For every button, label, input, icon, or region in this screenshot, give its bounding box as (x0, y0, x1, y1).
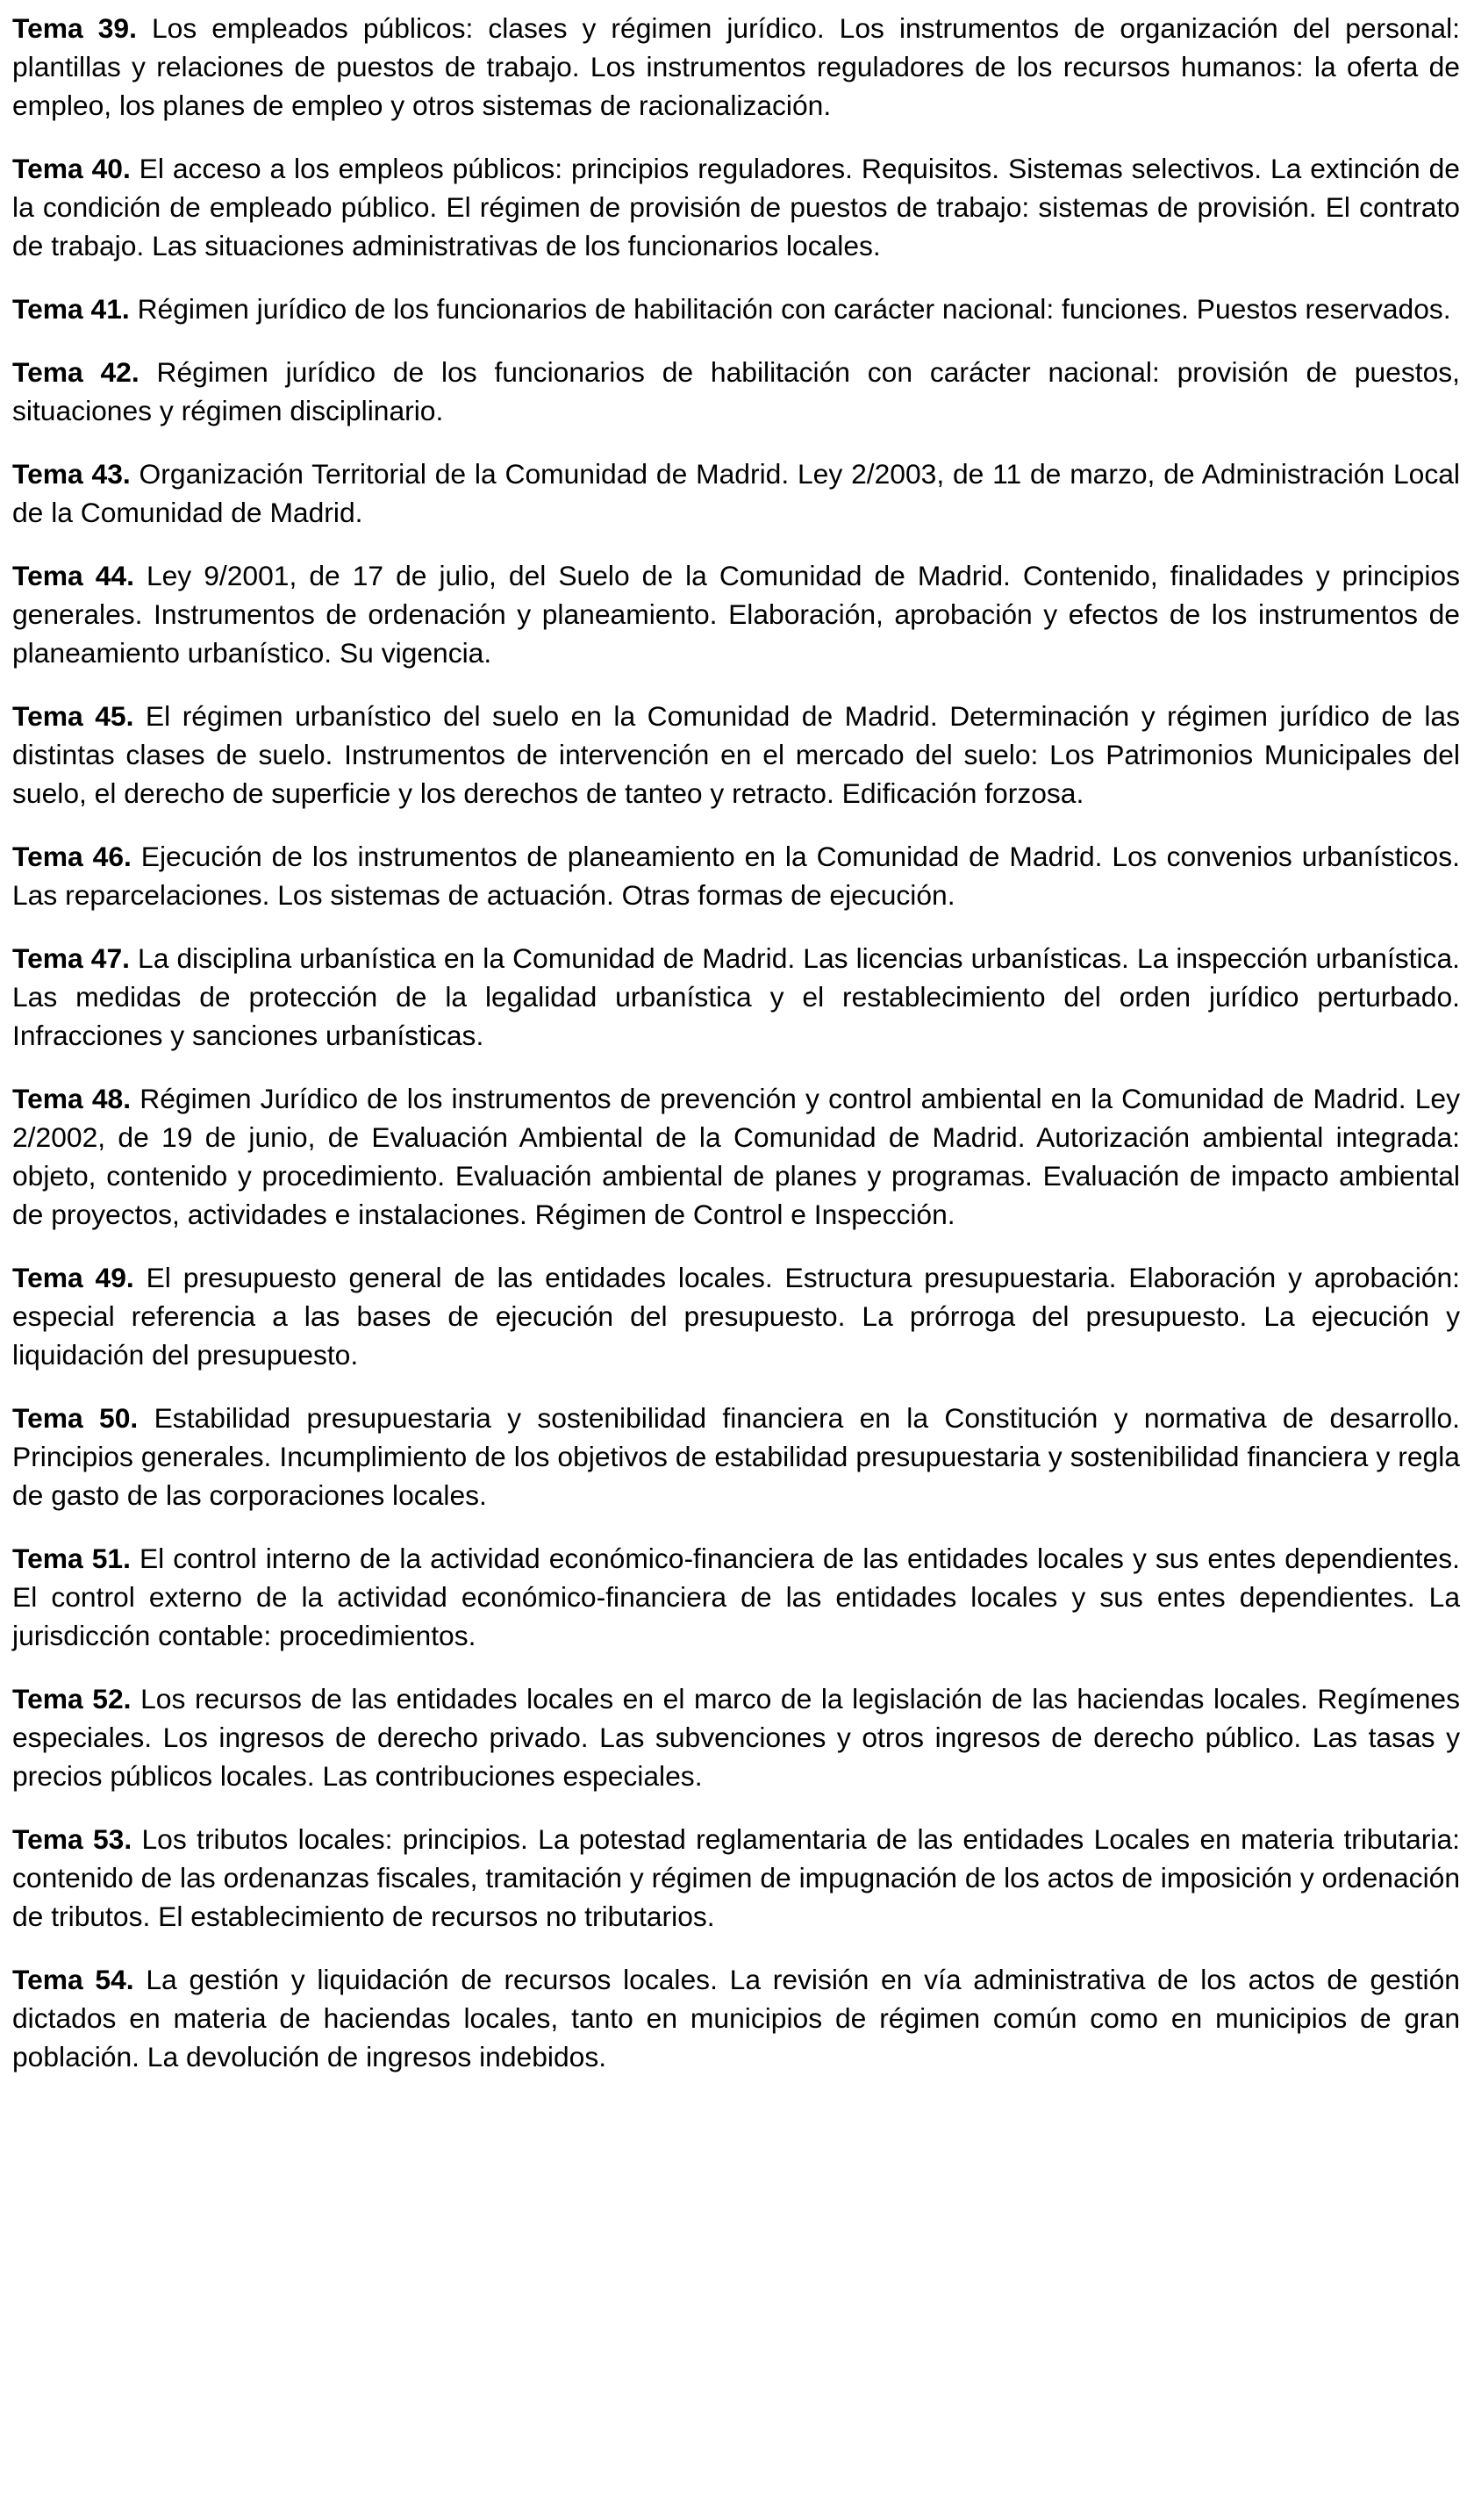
tema-label: Tema 41. (12, 293, 130, 325)
tema-label: Tema 39. (12, 12, 137, 44)
tema-label: Tema 46. (12, 841, 132, 872)
tema-53 (12, 1820, 1460, 1936)
tema-label: Tema 51. (12, 1543, 131, 1574)
tema-text: Los empleados públicos: clases y régimen jurídico. Los instrumentos de organización del personal: plantillas y relaciones de puestos de trabajo. Los instrumentos reguladores de los recursos humanos: la oferta de empleo, los planes de empleo y otros sistemas de racionalización. (12, 12, 1460, 121)
tema-label: Tema 40. (12, 153, 131, 184)
tema-text: El presupuesto general de las entidades locales. Estructura presupuestaria. Elaboración y aprobación: especial referencia a las bases de ejecución del presupuesto. La prórroga del presupuesto. La ejecución y liquidación del presupuesto. (12, 1262, 1460, 1371)
tema-text: La gestión y liquidación de recursos locales. La revisión en vía administrativa de los actos de gestión dictados en materia de haciendas locales, tanto en municipios de régimen común como en municipios de gran población. La devolución de ingresos indebidos. (12, 1964, 1460, 2073)
tema-label: Tema 50. (12, 1402, 139, 1434)
tema-text: Régimen jurídico de los funcionarios de habilitación con carácter nacional: provisión de puestos, situaciones y régimen disciplinario. (12, 356, 1461, 426)
tema-text: Ejecución de los instrumentos de planeamiento en la Comunidad de Madrid. Los convenios urbanísticos. Las reparcelaciones. Los sistemas de actuación. Otras formas de ejecución. (12, 841, 1460, 911)
tema-48 (12, 1079, 1460, 1234)
tema-46 (12, 837, 1460, 914)
tema-label: Tema 47. (12, 942, 130, 974)
document-page (12, 9, 1460, 2101)
tema-51 (12, 1539, 1460, 1655)
tema-49 (12, 1258, 1460, 1374)
tema-text: La disciplina urbanística en la Comunidad de Madrid. Las licencias urbanísticas. La inspección urbanística. Las medidas de protección de la legalidad urbanística y el restablecimiento del orden jurídico perturbado. Infracciones y sanciones urbanísticas. (12, 942, 1460, 1051)
tema-40 (12, 149, 1460, 265)
tema-text: Los tributos locales: principios. La potestad reglamentaria de las entidades Locales en materia tributaria: contenido de las ordenanzas fiscales, tramitación y régimen de impugnación de los actos de imposición y ordenación de tributos. El establecimiento de recursos no tributarios. (12, 1823, 1460, 1932)
tema-50 (12, 1399, 1460, 1514)
tema-label: Tema 45. (12, 700, 134, 732)
tema-label: Tema 48. (12, 1083, 132, 1114)
tema-41 (12, 290, 1460, 328)
tema-39 (12, 9, 1460, 125)
tema-52 (12, 1679, 1460, 1795)
tema-text: Organización Territorial de la Comunidad de Madrid. Ley 2/2003, de 11 de marzo, de Administración Local de la Comunidad de Madrid. (12, 458, 1460, 528)
tema-44 (12, 556, 1460, 672)
tema-text: El control interno de la actividad económico-financiera de las entidades locales y sus entes dependientes. El control externo de la actividad económico-financiera de las entidades locales y sus entes dependientes. La jurisdicción contable: procedimientos. (12, 1543, 1460, 1651)
tema-label: Tema 49. (12, 1262, 134, 1293)
tema-label: Tema 42. (12, 356, 140, 388)
tema-text: Ley 9/2001, de 17 de julio, del Suelo de la Comunidad de Madrid. Contenido, finalidades y principios generales. Instrumentos de ordenación y planeamiento. Elaboración, aprobación y efectos de los instrumentos de planeamiento urbanístico. Su vigencia. (12, 560, 1460, 669)
tema-label: Tema 43. (12, 458, 131, 490)
tema-label: Tema 54. (12, 1964, 134, 1995)
tema-47 (12, 939, 1460, 1055)
tema-43 (12, 455, 1460, 532)
tema-text: El acceso a los empleos públicos: principios reguladores. Requisitos. Sistemas selectivos. La extinción de la condición de empleado público. El régimen de provisión de puestos de trabajo: sistemas de provisión. El contrato de trabajo. Las situaciones administrativas de los funcionarios locales. (12, 153, 1460, 261)
tema-text: Los recursos de las entidades locales en el marco de la legislación de las haciendas locales. Regímenes especiales. Los ingresos de derecho privado. Las subvenciones y otros ingresos de derecho público. Las tasas y precios públicos locales. Las contribuciones especiales. (12, 1683, 1460, 1792)
tema-42 (12, 353, 1460, 430)
tema-text: Régimen jurídico de los funcionarios de habilitación con carácter nacional: funciones. Puestos reservados. (129, 293, 1451, 325)
tema-label: Tema 53. (12, 1823, 132, 1855)
tema-text: Estabilidad presupuestaria y sostenibilidad financiera en la Constitución y normativa de desarrollo. Principios generales. Incumplimiento de los objetivos de estabilidad presupuestaria y sostenibilidad financiera y regla de gasto de las corporaciones locales. (12, 1402, 1460, 1511)
tema-text: El régimen urbanístico del suelo en la Comunidad de Madrid. Determinación y régimen jurídico de las distintas clases de suelo. Instrumentos de intervención en el mercado del suelo: Los Patrimonios Municipales del suelo, el derecho de superficie y los derechos de tanteo y retracto. Edificación forzosa. (12, 700, 1460, 809)
tema-label: Tema 44. (12, 560, 134, 591)
tema-label: Tema 52. (12, 1683, 132, 1715)
tema-text: Régimen Jurídico de los instrumentos de prevención y control ambiental en la Comunidad de Madrid. Ley 2/2002, de 19 de junio, de Evaluación Ambiental de la Comunidad de Madrid. Autorización ambiental integrada: objeto, contenido y procedimiento. Evaluación ambiental de planes y programas. Evaluación de impacto ambiental de proyectos, actividades e instalaciones. Régimen de Control e Inspección. (12, 1083, 1460, 1230)
tema-45 (12, 697, 1460, 813)
tema-54 (12, 1960, 1460, 2076)
